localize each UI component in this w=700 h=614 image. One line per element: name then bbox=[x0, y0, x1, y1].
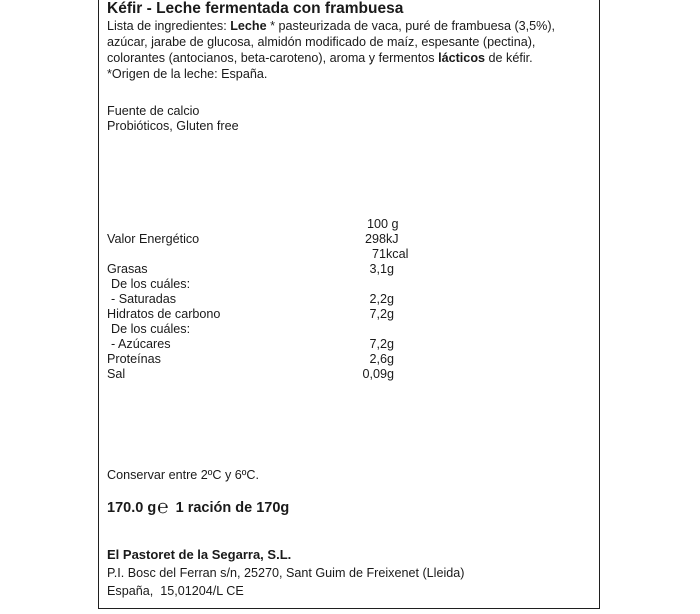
nutrition-value-saturates: 2,2g bbox=[369, 292, 394, 306]
nutrition-label-carbohydrates: Hidratos de carbono bbox=[107, 307, 221, 321]
nutrition-value-fat: 3,1g bbox=[369, 262, 394, 276]
nutrition-value-carbohydrates: 7,2g bbox=[369, 307, 394, 321]
nutrition-label bbox=[98, 0, 600, 609]
nutrition-label-of-which: De los cuáles: bbox=[111, 322, 191, 336]
nutrition-value-protein: 2,6g bbox=[369, 352, 394, 366]
storage-instructions: Conservar entre 2ºC y 6ºC. bbox=[107, 468, 259, 482]
nutrition-label-salt: Sal bbox=[107, 367, 126, 381]
nutrition-value-salt: 0,09g bbox=[362, 367, 394, 381]
nutrition-label-energy: Valor Energético bbox=[107, 232, 200, 246]
nutrition-label-saturates: - Saturadas bbox=[111, 292, 177, 306]
nutrition-value-sugars: 7,2g bbox=[369, 337, 394, 351]
claim-calcium: Fuente de calcio bbox=[107, 104, 200, 118]
ingredients-prefix: Lista de ingredientes: bbox=[107, 19, 231, 33]
estimated-sign-icon: ℮ bbox=[157, 497, 169, 518]
product-title: Kéfir - Leche fermentada con frambuesa bbox=[107, 0, 404, 17]
ingredients-text: de kéfir. bbox=[485, 51, 533, 65]
nutrition-header: 100 g bbox=[367, 217, 399, 231]
net-quantity bbox=[107, 499, 289, 517]
net-weight: 170.0 g bbox=[107, 500, 157, 516]
milk-origin-note: *Origen de la leche: España. bbox=[107, 67, 268, 81]
ingredients-text: colorantes (antocianos, beta-caroteno), aroma y fermentos bbox=[107, 51, 439, 65]
ingredients-text: * pasteurizada de vaca, puré de frambuesa (3,5%), bbox=[266, 19, 556, 33]
serving-size: 1 ración de 170g bbox=[175, 500, 290, 516]
manufacturer-registration: España, 15,01204/L CE bbox=[107, 584, 244, 598]
ingredients-line-1 bbox=[107, 18, 555, 34]
manufacturer-name: El Pastoret de la Segarra, S.L. bbox=[107, 547, 292, 562]
nutrition-label-protein: Proteínas bbox=[107, 352, 161, 366]
nutrition-value-energy-kcal: 71kcal bbox=[372, 247, 409, 261]
ingredient-allergen-milk: Leche bbox=[230, 19, 267, 33]
nutrition-value-energy-kj: 298kJ bbox=[365, 232, 399, 246]
ingredient-allergen-lactic: lácticos bbox=[438, 51, 486, 65]
nutrition-label-sugars: - Azúcares bbox=[111, 337, 171, 351]
ingredients-line-2: azúcar, jarabe de glucosa, almidón modificado de maíz, espesante (pectina), bbox=[107, 35, 536, 49]
claim-probiotics: Probióticos, Gluten free bbox=[107, 119, 239, 133]
nutrition-label-fat: Grasas bbox=[107, 262, 148, 276]
ingredients-line-3 bbox=[107, 50, 533, 66]
manufacturer-address: P.I. Bosc del Ferran s/n, 25270, Sant Guim de Freixenet (Lleida) bbox=[107, 566, 465, 580]
nutrition-label-of-which: De los cuáles: bbox=[111, 277, 191, 291]
